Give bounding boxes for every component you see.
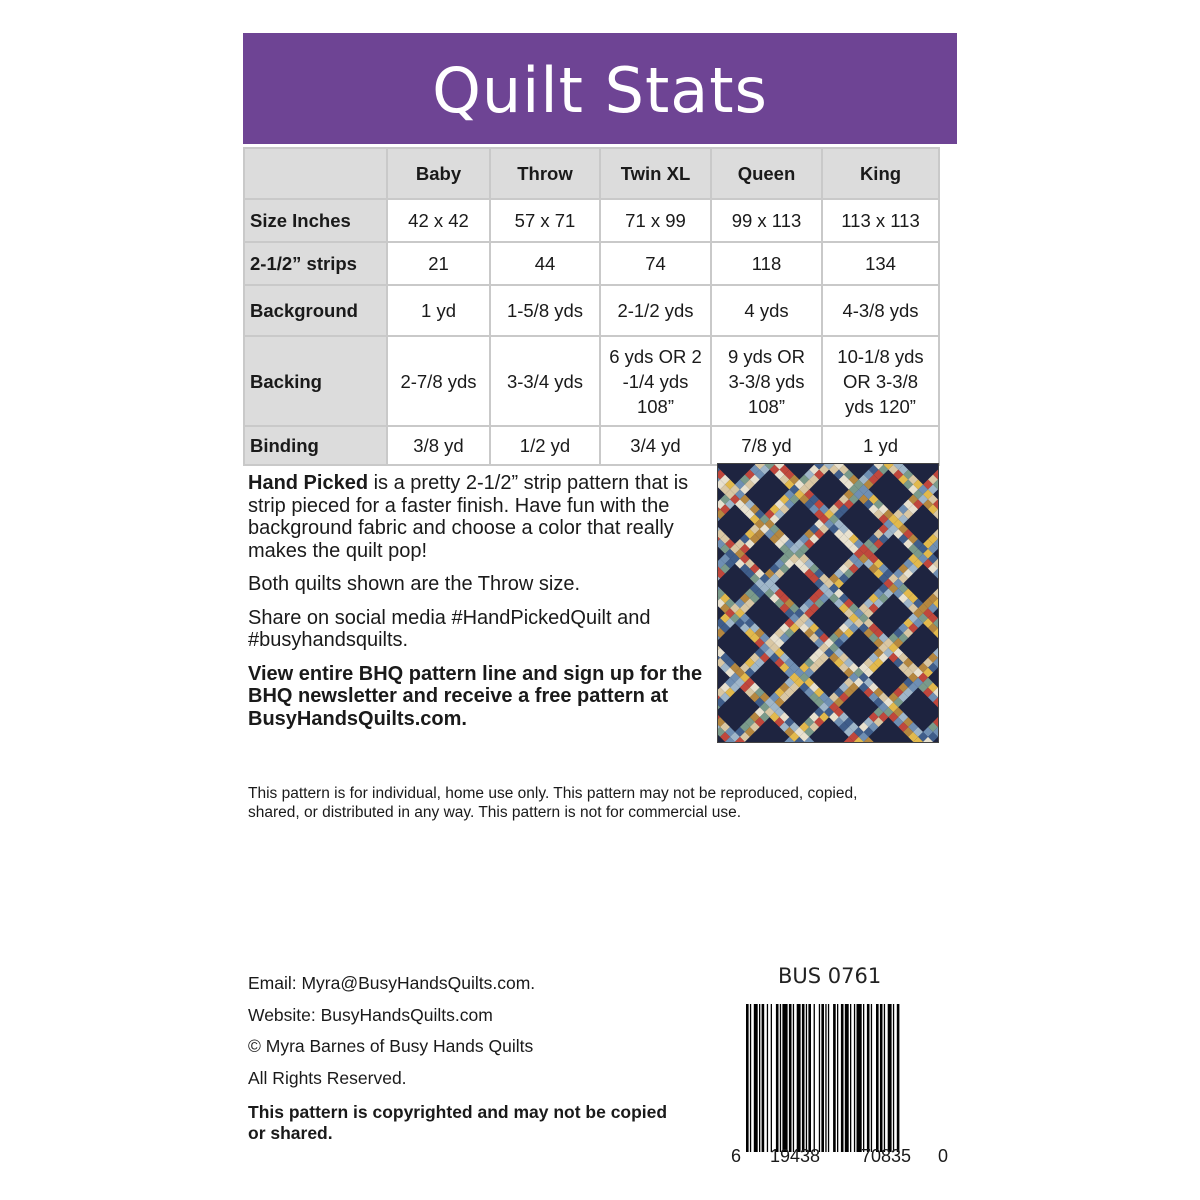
table-cell: 134 <box>822 242 939 285</box>
row-label-strips: 2-1/2” strips <box>244 242 387 285</box>
table-cell: 3/8 yd <box>387 426 490 465</box>
table-row <box>244 199 939 242</box>
intro-paragraph <box>248 472 710 562</box>
column-header-twin-xl: Twin XL <box>600 148 711 199</box>
table-cell: 1 yd <box>387 285 490 336</box>
table-cell <box>711 336 822 426</box>
table-cell: 57 x 71 <box>490 199 600 242</box>
column-header-throw: Throw <box>490 148 600 199</box>
table-cell: 7/8 yd <box>711 426 822 465</box>
cell-line: 108” <box>747 395 786 417</box>
table-cell: 71 x 99 <box>600 199 711 242</box>
table-cell: 113 x 113 <box>822 199 939 242</box>
table-cell: 3/4 yd <box>600 426 711 465</box>
table-cell: 99 x 113 <box>711 199 822 242</box>
copyright-line: © Myra Barnes of Busy Hands Quilts <box>248 1036 534 1056</box>
quilt-photo <box>717 463 939 743</box>
copyright-warning: This pattern is copyrighted and may not be copied or shared. <box>248 1102 668 1143</box>
quilt-image <box>718 464 939 743</box>
pattern-description <box>248 472 710 741</box>
table-cell: 42 x 42 <box>387 199 490 242</box>
page-title: Quilt Stats <box>432 54 768 127</box>
contact-info <box>248 972 668 1144</box>
intro-text: is a pretty 2-1/2” strip pattern that is strip pieced for a faster finish. Have fun with the background fabric and choose a color that really makes the quilt pop! <box>248 472 689 562</box>
cell-line: 9 yds OR <box>727 345 806 367</box>
row-label-backing: Backing <box>244 336 387 426</box>
contact-email: Email: Myra@BusyHandsQuilts.com. <box>248 973 536 993</box>
barcode-check-digit: 0 <box>938 1146 949 1166</box>
newsletter-cta: View entire BHQ pattern line and sign up for the BHQ newsletter and receive a free pattern at BusyHandsQuilts.com. <box>248 662 703 730</box>
contact-website: Website: BusyHandsQuilts.com <box>248 1004 493 1025</box>
pattern-name: Hand Picked <box>248 472 369 494</box>
table-row <box>244 242 939 285</box>
cell-line: 10-1/8 yds <box>837 345 924 367</box>
table-row <box>244 336 939 426</box>
cell-line: -1/4 yds <box>622 370 689 392</box>
usage-disclaimer: This pattern is for individual, home use only. This pattern may not be reproduced, copied, shared, or distributed in any way. This pattern is not for commercial use. <box>248 785 858 821</box>
column-header-queen: Queen <box>711 148 822 199</box>
table-cell: 118 <box>711 242 822 285</box>
rights-line: All Rights Reserved. <box>248 1067 407 1088</box>
quilt-stats-table <box>243 147 940 466</box>
social-note: Share on social media #HandPickedQuilt and #busyhandsquilts. <box>248 606 651 651</box>
title-banner <box>243 33 957 144</box>
table-cell: 3-3/4 yds <box>490 336 600 426</box>
cell-line: 108” <box>636 395 675 417</box>
table-cell: 1/2 yd <box>490 426 600 465</box>
row-label-size-inches: Size Inches <box>244 199 387 242</box>
column-header-baby: Baby <box>387 148 490 199</box>
table-header-row <box>244 148 939 199</box>
row-label-binding: Binding <box>244 426 387 465</box>
cell-line: yds 120” <box>845 395 916 417</box>
barcode-lead-digit: 6 <box>731 1146 742 1166</box>
table-cell: 1 yd <box>822 426 939 465</box>
table-cell: 2-7/8 yds <box>387 336 490 426</box>
table-cell: 74 <box>600 242 711 285</box>
product-code: BUS 0761 <box>778 964 882 988</box>
table-cell: 4 yds <box>711 285 822 336</box>
table-cell: 21 <box>387 242 490 285</box>
barcode-right-digits: 70835 <box>861 1146 912 1166</box>
cell-line: 6 yds OR 2 <box>609 345 702 367</box>
row-label-background: Background <box>244 285 387 336</box>
table-corner-cell <box>244 148 387 199</box>
cell-line: OR 3-3/8 <box>842 370 919 392</box>
table-cell: 4-3/8 yds <box>822 285 939 336</box>
table-cell <box>600 336 711 426</box>
table-cell: 2-1/2 yds <box>600 285 711 336</box>
table-cell <box>822 336 939 426</box>
barcode-icon <box>730 1004 950 1172</box>
table-row <box>244 285 939 336</box>
sizes-note: Both quilts shown are the Throw size. <box>248 573 581 595</box>
column-header-king: King <box>822 148 939 199</box>
table-cell: 44 <box>490 242 600 285</box>
barcode-left-digits: 19438 <box>770 1146 821 1166</box>
table-cell: 1-5/8 yds <box>490 285 600 336</box>
table-row <box>244 426 939 465</box>
cell-line: 3-3/8 yds <box>728 370 805 392</box>
